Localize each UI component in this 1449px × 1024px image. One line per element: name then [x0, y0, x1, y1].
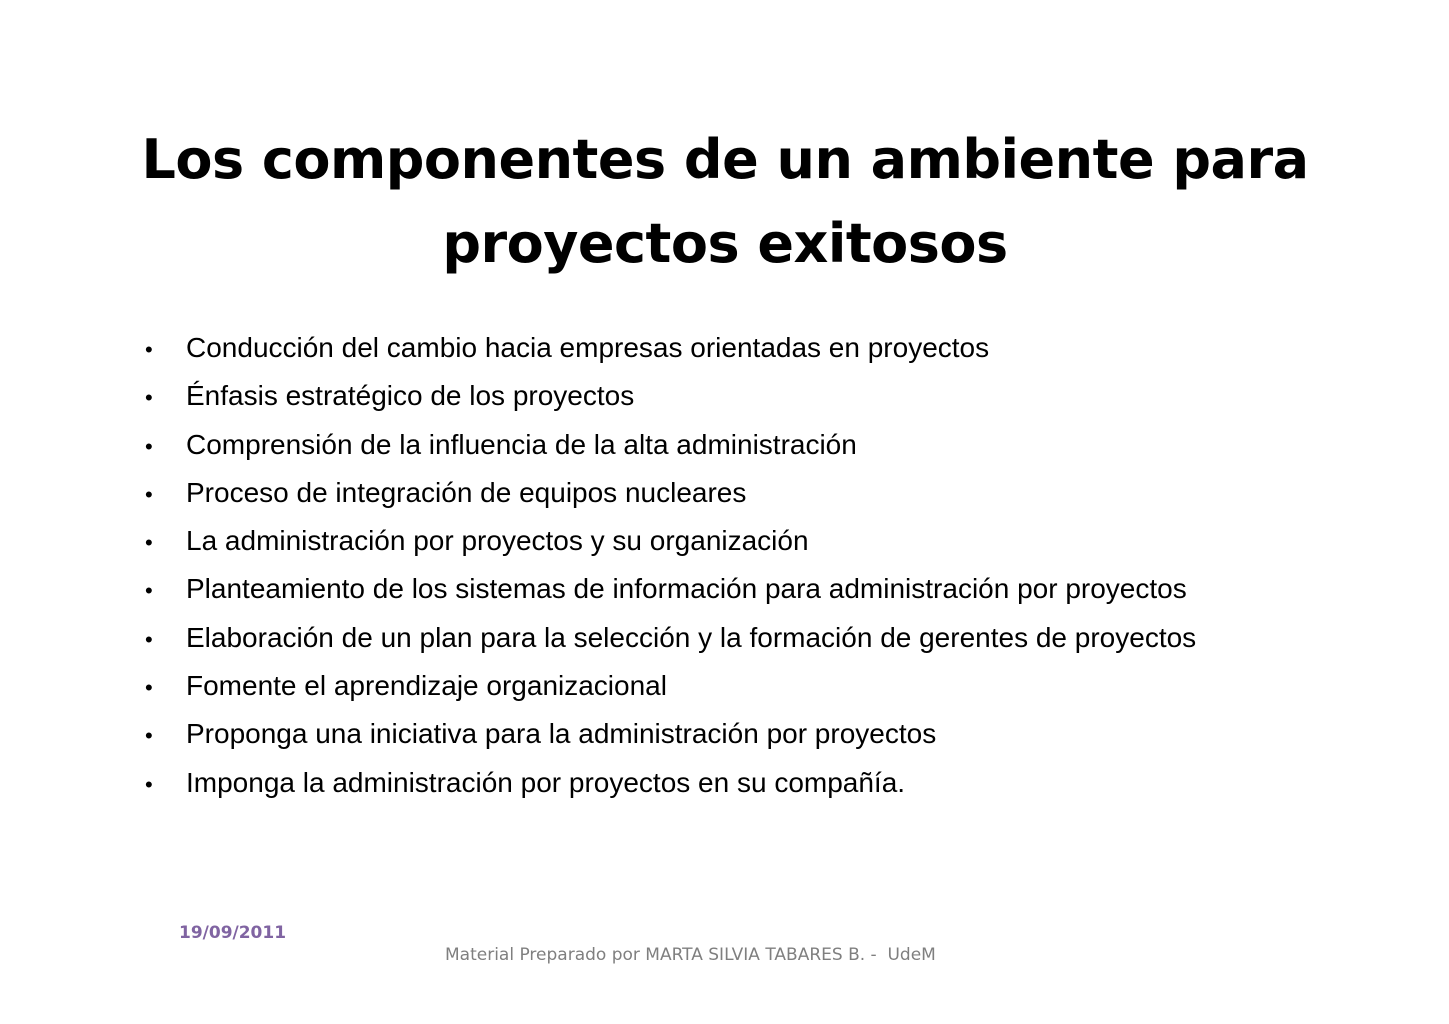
list-item — [140, 670, 1196, 718]
slide-title — [80, 118, 1370, 286]
footer-date: 19/09/2011 — [179, 923, 287, 943]
list-item-text: Planteamiento de los sistemas de información para administración por proyectos — [186, 573, 1187, 605]
bullet-marker: • — [145, 578, 153, 604]
list-item-text: La administración por proyectos y su organización — [186, 525, 809, 557]
list-item-text: Proponga una iniciativa para la administración por proyectos — [186, 718, 937, 750]
bullet-marker: • — [145, 723, 153, 749]
list-item-text: Comprensión de la influencia de la alta administración — [186, 428, 857, 460]
list-item — [140, 767, 1196, 815]
footer-credit: Material Preparado por MARTA SILVIA TABARES B. - UdeM — [445, 945, 936, 965]
list-item-text: Proceso de integración de equipos nucleares — [186, 476, 747, 508]
bullet-list — [140, 332, 1196, 815]
list-item — [140, 380, 1196, 428]
list-item — [140, 622, 1196, 670]
list-item-text: Elaboración de un plan para la selección y la formación de gerentes de proyectos — [186, 621, 1197, 653]
title-line-2: proyectos exitosos — [442, 212, 1008, 275]
bullet-marker: • — [145, 481, 153, 507]
list-item — [140, 718, 1196, 766]
bullet-marker: • — [145, 626, 153, 652]
list-item — [140, 573, 1196, 621]
bullet-marker: • — [145, 337, 153, 362]
list-item — [140, 332, 1196, 380]
list-item-text: Conducción del cambio hacia empresas orientadas en proyectos — [186, 332, 990, 363]
title-line-1: Los componentes de un ambiente para — [141, 128, 1309, 191]
list-item — [140, 429, 1196, 477]
bullet-marker: • — [145, 675, 153, 701]
list-item-text: Imponga la administración por proyectos en su compañía. — [186, 766, 906, 798]
bullet-marker: • — [145, 385, 153, 411]
bullet-marker: • — [145, 771, 153, 797]
list-item-text: Énfasis estratégico de los proyectos — [186, 380, 635, 412]
list-item — [140, 525, 1196, 573]
bullet-marker: • — [145, 433, 153, 459]
list-item — [140, 477, 1196, 525]
list-item-text: Fomente el aprendizaje organizacional — [186, 670, 667, 702]
bullet-marker: • — [145, 530, 153, 556]
